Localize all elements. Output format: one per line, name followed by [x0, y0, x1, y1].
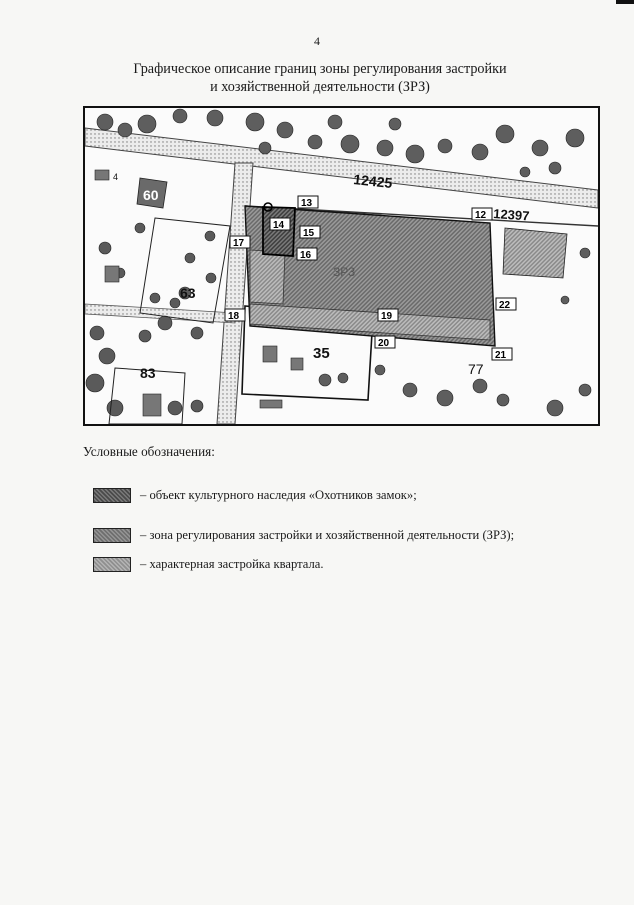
cadastral-label-right: 12397 [492, 206, 530, 224]
building-small-c [291, 358, 303, 370]
svg-text:17: 17 [233, 238, 245, 249]
point-14 [270, 218, 290, 231]
point-13 [298, 196, 318, 209]
building-small-a [105, 266, 119, 282]
svg-text:16: 16 [300, 250, 312, 261]
svg-text:14: 14 [273, 220, 285, 231]
parcel-label-77: 77 [468, 361, 484, 377]
building-small-e [260, 400, 282, 408]
point-16 [297, 248, 317, 261]
legend-item-typical [93, 557, 323, 572]
parcel-label-83: 83 [140, 365, 156, 381]
building-small-d [143, 394, 161, 416]
title-line-2: и хозяйственной деятельности (ЗРЗ) [210, 79, 430, 95]
svg-text:12: 12 [475, 210, 487, 221]
cadastral-label-upper: 12425 [352, 171, 394, 192]
scan-corner-mark [616, 0, 634, 4]
legend-swatch-typical [93, 557, 131, 572]
zone-label: ЗРЗ [333, 265, 356, 279]
svg-text:19: 19 [381, 311, 393, 322]
point-22 [496, 298, 516, 311]
legend-text-zone: – зона регулирования застройки и хозяйственной деятельности (ЗРЗ); [140, 528, 515, 542]
map-svg [85, 108, 598, 424]
svg-text:21: 21 [495, 350, 507, 361]
heritage-object [263, 207, 295, 256]
vertical-street [217, 163, 253, 424]
building-small-b [263, 346, 277, 362]
legend-item-zone [93, 528, 514, 543]
building-east [503, 228, 567, 278]
page-number: 4 [314, 34, 320, 48]
parcel-label-35: 35 [313, 345, 330, 362]
point-12 [472, 208, 492, 221]
page-title [60, 60, 580, 96]
parcel-label-4: 4 [113, 172, 119, 182]
typical-building-west [250, 250, 285, 304]
legend-text-typical: – характерная застройка квартала. [140, 557, 324, 571]
parcel-63 [140, 218, 230, 323]
legend-swatch-zone [93, 528, 131, 543]
zone-map [83, 106, 600, 426]
point-15 [300, 226, 320, 239]
svg-text:18: 18 [228, 311, 240, 322]
legend-item-heritage [93, 488, 417, 503]
svg-text:20: 20 [378, 338, 390, 349]
svg-text:15: 15 [303, 228, 315, 239]
point-20 [375, 336, 395, 349]
title-line-1: Графическое описание границ зоны регулирования застройки [133, 61, 507, 77]
point-21 [492, 348, 512, 361]
point-17 [230, 236, 250, 249]
parcel-label-63: 63 [180, 285, 196, 301]
legend-title: Условные обозначения: [83, 444, 215, 459]
building-4 [95, 170, 109, 180]
legend-text-heritage: – объект культурного наследия «Охотников замок»; [140, 488, 417, 502]
point-18 [225, 309, 245, 322]
svg-text:22: 22 [499, 300, 511, 311]
legend-swatch-heritage [93, 488, 131, 503]
svg-text:13: 13 [301, 198, 313, 209]
parcel-label-60: 60 [143, 187, 159, 203]
point-19 [378, 309, 398, 322]
